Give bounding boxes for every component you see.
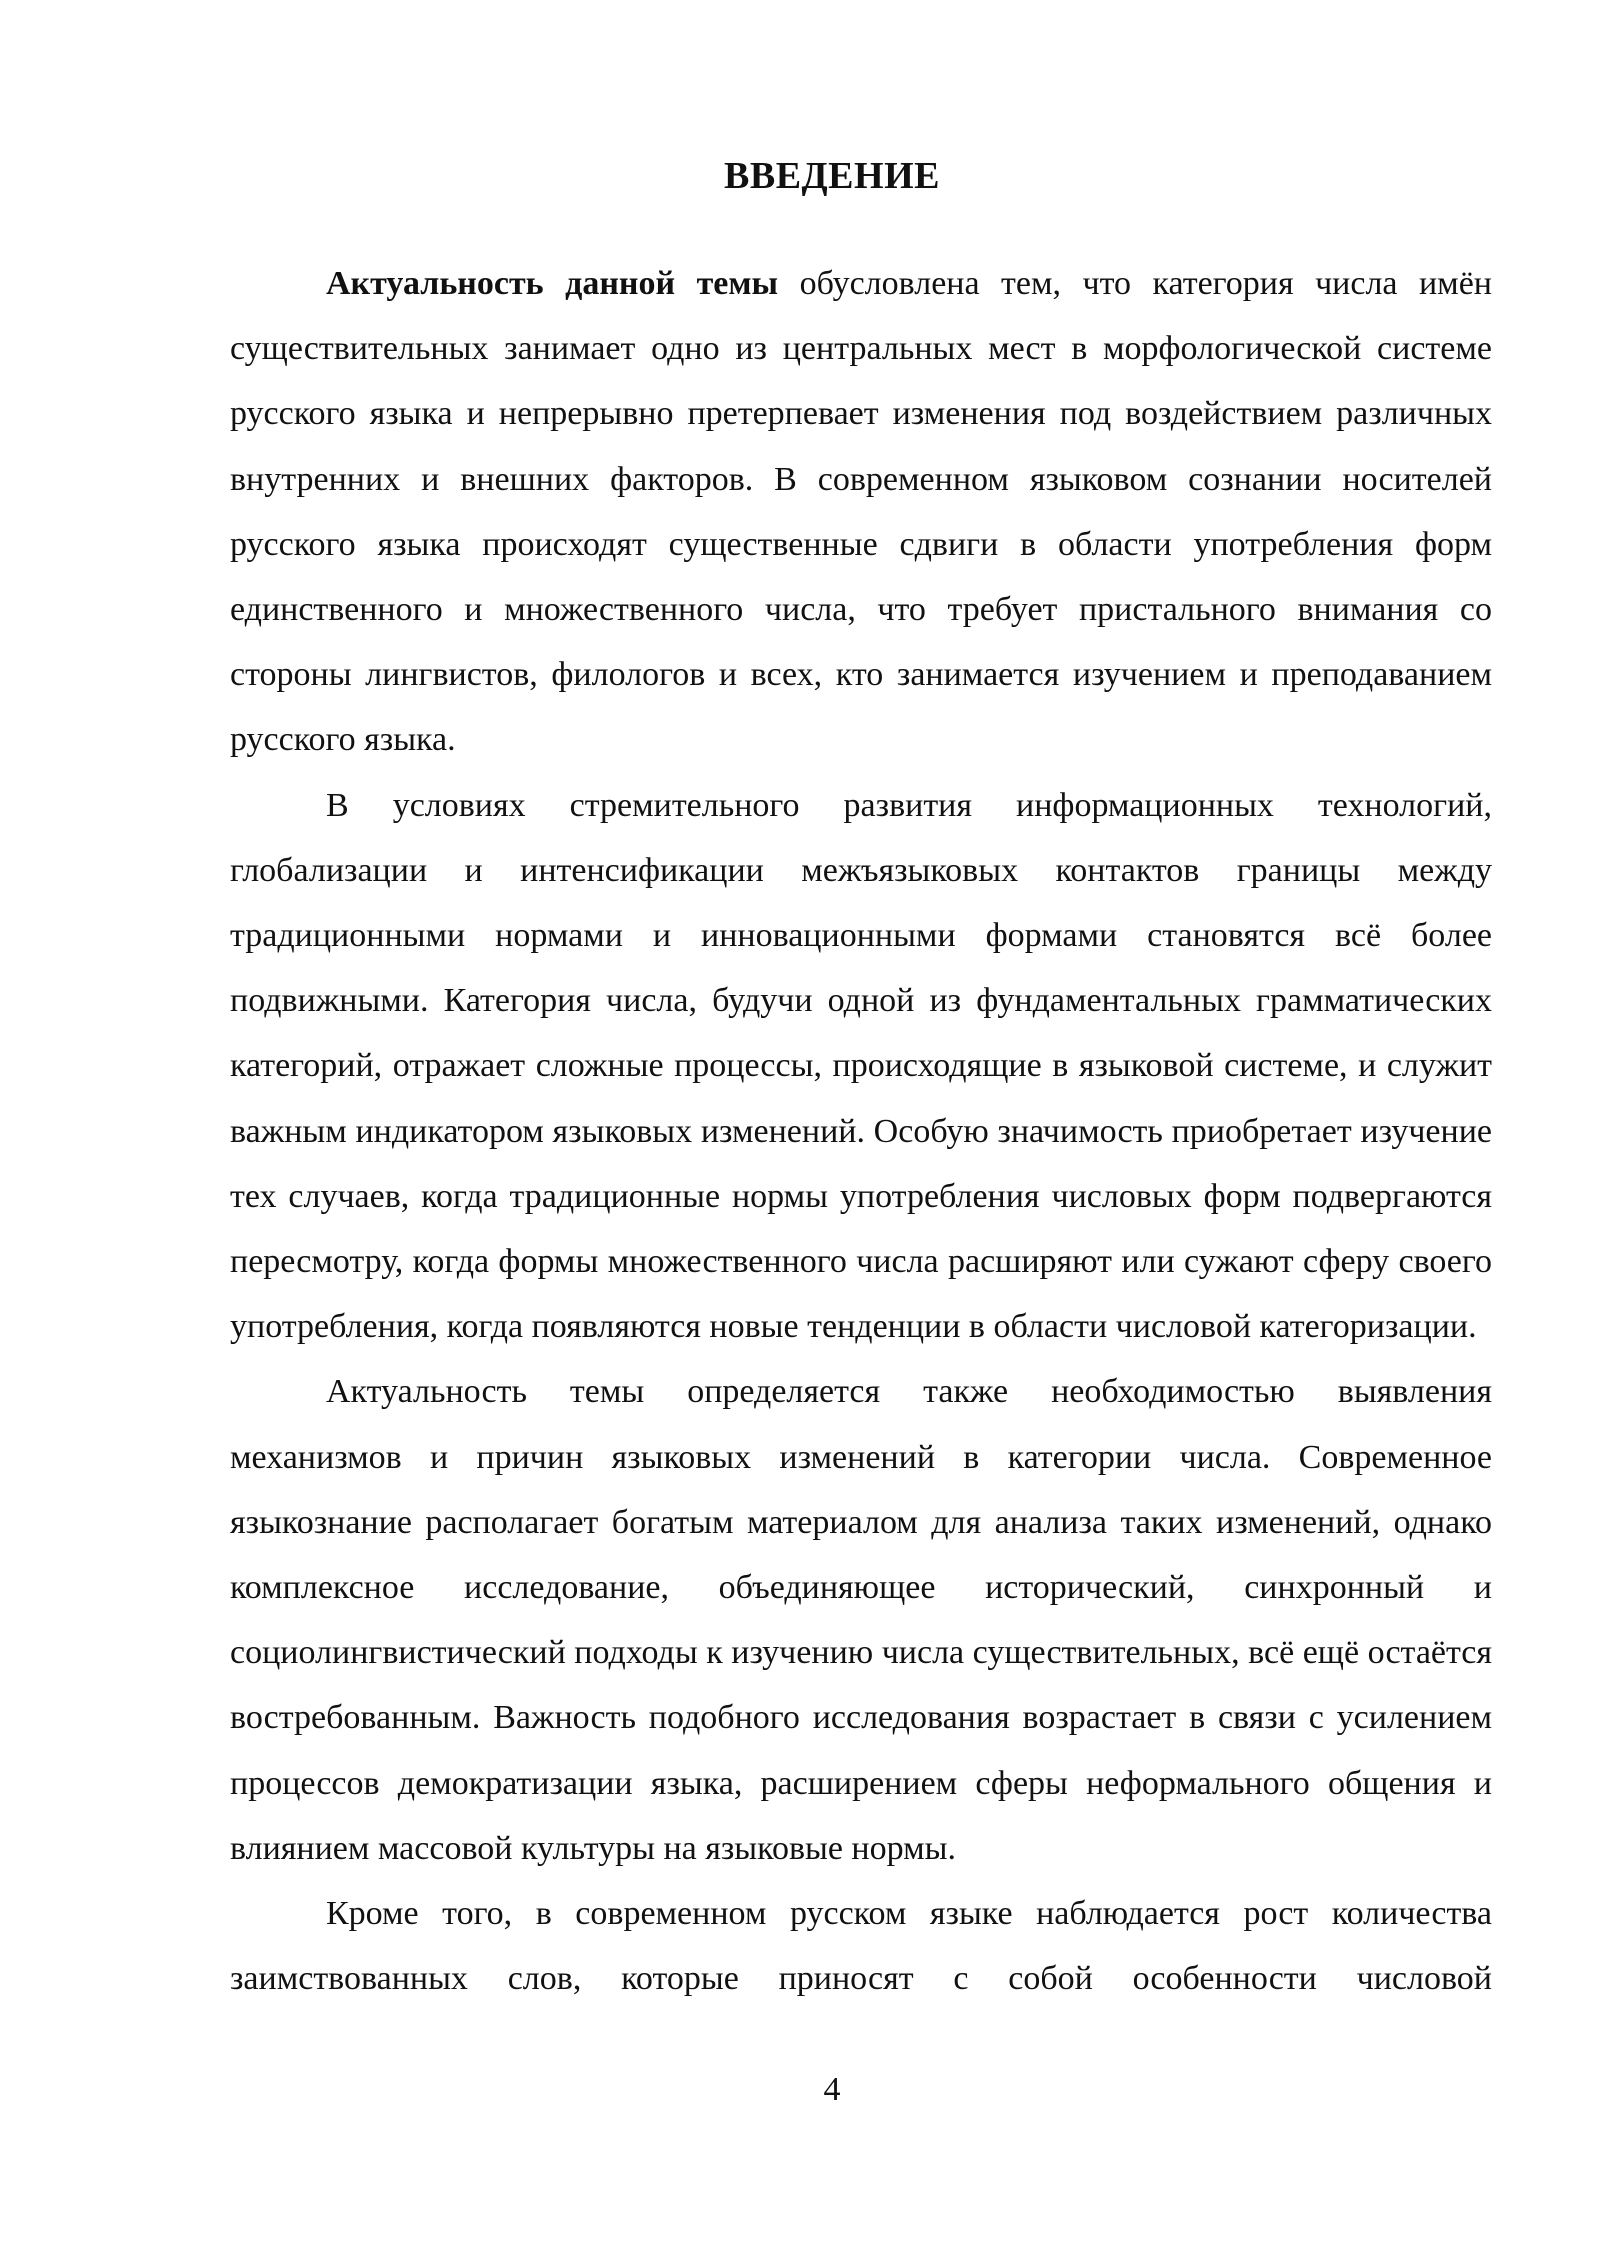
paragraph-4-text: Кроме того, в современном русском языке наблюдается рост количества заимствованных слов, которые приносят с собой особенности числовой bbox=[230, 1895, 1492, 1998]
paragraph-3 bbox=[230, 1359, 1492, 1881]
page-number: 4 bbox=[823, 2071, 841, 2108]
section-heading: ВВЕДЕНИЕ bbox=[724, 155, 940, 197]
paragraph-1 bbox=[230, 251, 1492, 773]
paragraph-2-text: В условиях стремительного развития информационных технологий, глобализации и интенсификации межъязыковых контактов границы между традиционными нормами и инновационными формами становятся всё более подвижными. Категория числа, будучи одной из фундаментальных грамматических категорий, отражает сложные процессы, происходящие в языковой системе, и служит важным индикатором языковых изменений. Особую значимость приобретает изучение тех случаев, когда традиционные нормы употребления числовых форм подвергаются пересмотру, когда формы множественного числа расширяют или сужают сферу своего употребления, когда появляются новые тенденции в области числовой категоризации. bbox=[230, 786, 1492, 1346]
paragraph-1-lead: Актуальность данной темы bbox=[326, 265, 779, 302]
body-text bbox=[230, 251, 1492, 2011]
paragraph-3-text: Актуальность темы определяется также необходимостью выявления механизмов и причин языковых изменений в категории числа. Современное языкознание располагает богатым материалом для анализа таких изменений, однако комплексное исследование, объединяющее исторический, синхронный и социолингвистический подходы к изучению числа существительных, всё ещё остаётся востребованным. Важность подобного исследования возрастает в связи с усилением процессов демократизации языка, расширением сферы неформального общения и влиянием массовой культуры на языковые нормы. bbox=[230, 1373, 1492, 1867]
paragraph-4 bbox=[230, 1881, 1492, 2011]
paragraph-2 bbox=[230, 773, 1492, 1360]
paragraph-1-text: обусловлена тем, что категория числа имён существительных занимает одно из центральных мест в морфологической системе русского языка и непрерывно претерпевает изменения под воздействием различных внутренних и внешних факторов. В современном языковом сознании носителей русского языка происходят существенные сдвиги в области употребления форм единственного и множественного числа, что требует пристального внимания со стороны лингвистов, филологов и всех, кто занимается изучением и преподаванием русского языка. bbox=[230, 265, 1492, 759]
